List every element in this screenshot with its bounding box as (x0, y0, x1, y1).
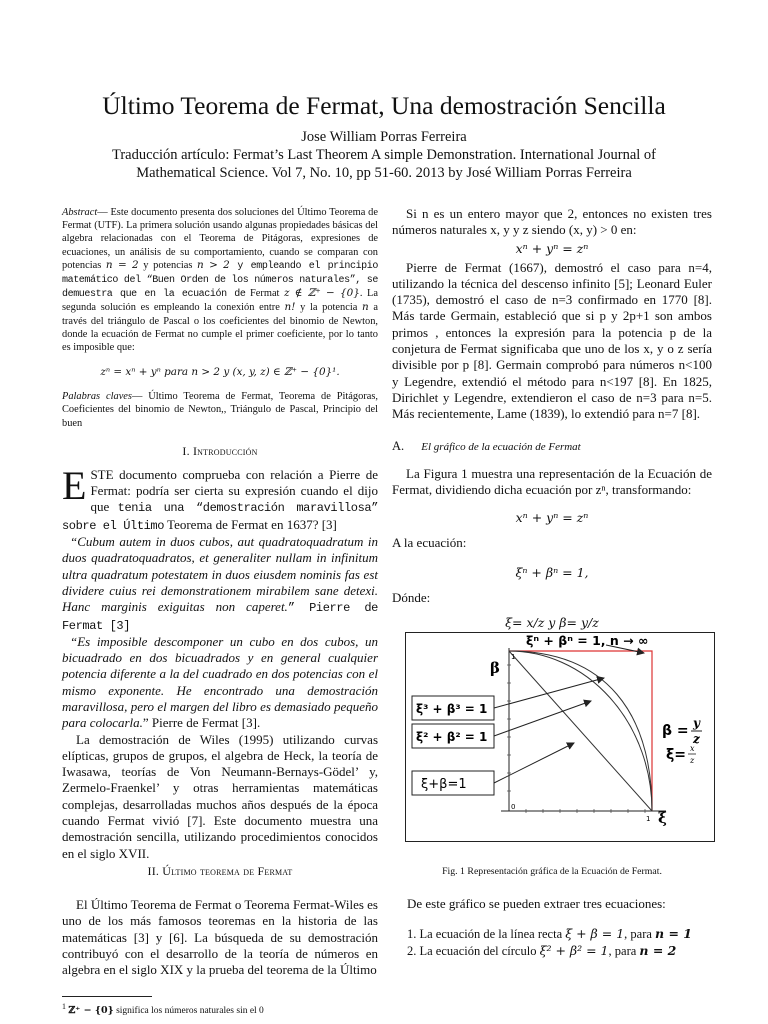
latin-quote-citation: ” Pierre de Fermat [3] (62, 601, 378, 633)
list-item (407, 926, 713, 942)
origin-zero: 0 (511, 803, 516, 811)
spanish-quote (62, 634, 378, 732)
fermat-equation-2: xⁿ + yⁿ = zⁿ (515, 510, 589, 526)
abstract-text-4: . La segunda solución es empleando la conexión entre (62, 288, 378, 314)
spanish-quote-citation: ” Pierre de Fermat [3]. (142, 715, 261, 731)
intro-mono-text: tenia una “demostración maravillosa” sobre el Último (62, 501, 378, 533)
list-number: 1. (407, 927, 417, 942)
section-title: Último teorema de Fermat (162, 863, 293, 878)
keywords-text: Último Teorema de Fermat, Teorema de Pitágoras, Coeficientes del binomio de Newton,, Triángulo de Pascal, Principio del buen (62, 391, 378, 429)
right-paragraph-4: A la ecuación: (392, 535, 467, 551)
abstract-math-2: n > 2 (197, 258, 230, 271)
beta-axis-label: β (490, 659, 500, 677)
abstract (62, 206, 378, 354)
author-name: Jose William Porras Ferreira (301, 129, 467, 145)
abstract-label: Abstract (62, 207, 98, 218)
circle-equation-label: ξ² + β² = 1 (416, 730, 488, 744)
section2-paragraph: El Último Teorema de Fermat o Teorema Fermat-Wiles es uno de los más famosos teoremas en la historia de las matemáticas [3] y [6]. La búsqueda de su demostración contribuyó con el desarrollo de la teoría de números en algebra en el siglo XIX y la prueba del teorema de la Último (62, 896, 378, 978)
list-item (407, 943, 713, 959)
arrow-to-line (494, 743, 574, 783)
list-math: ξ + β = 1 (565, 926, 625, 942)
right-column (392, 206, 712, 630)
subsection-title: El gráfico de la ecuación de Fermat (421, 440, 581, 453)
footnote (62, 1001, 378, 1017)
cubic-equation-label: ξ³ + β³ = 1 (416, 702, 488, 716)
drop-cap: E (62, 462, 87, 508)
xi-definition-numerator: x (690, 744, 695, 753)
beta-axis-one: 1 (511, 653, 516, 661)
latin-quote (62, 534, 378, 634)
abstract-math-3: z ∉ ℤ⁺ − {0} (284, 287, 360, 300)
normalized-equation: ξⁿ + βⁿ = 1, (515, 565, 589, 581)
right-paragraph-2: Pierre de Fermat (1667), demostró el caso para n=4, utilizando la técnica del descenso infinito [5]; Leonard Euler (1735), demostró el caso de n=3 confirmado en 1770 [8]. Más tarde Germain, estableció que si p y 2p+1 son ambos primos , entonces la expresión para la potencia p de la conjetura de Fermat significaba que uno de los x, y o z sería divisible por p [8]. Germain comprobó para números n<100 y Legendre, extendió el método para n<197 [8]. En 1825, Dirichlet y Legendre, extendieron el caso de n=3 para n=5. Más recientemente, Lame (1839), lo extendió para n=7 [8]. (392, 259, 712, 422)
list-text: La ecuación de la línea recta (419, 927, 566, 942)
abstract-dash: — (97, 207, 108, 218)
right-paragraph-1: Si n es un entero mayor que 2, entonces no existen tres números naturales x, y y z siendo (x, y) > 0 en: (392, 206, 712, 238)
footnote-marker: 1 (62, 1002, 66, 1012)
xi-definition-lhs: ξ= (666, 747, 687, 763)
keywords (62, 390, 378, 430)
axis-ticks (507, 665, 645, 813)
spanish-quote-text: “Es imposible descomponer un cubo en dos cubos, un bicuadrado en dos bicuadrados y en general cualquier potencia diferente a la del cuadrado en dos potencias con el mismo exponente. He encontrado una demostración maravillosa, pero el margen del libro es demasiado pequeño para colocarla. (62, 633, 378, 731)
arrow-to-cubic (494, 678, 604, 708)
abstract-mono-text: y empleando el principio matemático del “Buen Orden de los números naturales”, se demuestra que en la ecuación de (62, 260, 378, 301)
footnote-divider (62, 996, 152, 997)
beta-definition-lhs: β = (662, 723, 689, 739)
xi-axis-one: 1 (646, 815, 651, 823)
beta-definition-denominator: z (693, 732, 700, 746)
list-math-2: n = 2 (639, 943, 677, 959)
xi-definition-denominator: z (690, 756, 695, 765)
keywords-dash: — (131, 391, 143, 403)
abstract-equation: zⁿ = xⁿ + yⁿ para n > 2 y (x, y, z) ∈ ℤ⁺ − {0}¹. (100, 366, 340, 379)
abstract-math-5: n (362, 301, 369, 314)
right-paragraph-3: La Figura 1 muestra una representación de la Ecuación de Fermat, dividiendo dicha ecuación por zⁿ, transformando: (392, 465, 712, 497)
intro-paragraph-2: La demostración de Wiles (1995) utilizando curvas elípticas, grupos de grupos, el algebra de Heck, la teoría de Iwasawa, teorías de Von Neumann-Bernays-Gödel’ y, Zermelo-Fraenkel’ y otras herramientas matemáticas complejas, desarrolladas muchos años después de la época cuando Fermat vivió [7]. Este documento muestra una demostración sencilla, utilizando procedimientos conocidos en el siglo XVII. (62, 731, 378, 861)
xi-axis-label: ξ (658, 809, 667, 827)
fermat-equation: xⁿ + yⁿ = zⁿ (515, 240, 589, 256)
abstract-math-4: n! (284, 301, 296, 314)
list-text-2: , para (624, 927, 656, 942)
right-paragraph-5: Dónde: (392, 590, 431, 606)
variable-definitions: ξ= x/z y β= y/z (505, 614, 599, 630)
intro-text-end: Teorema de Fermat en 1637? [3] (164, 516, 337, 532)
right-paragraph-6: De este gráfico se pueden extraer tres ecuaciones: (407, 896, 666, 911)
keywords-label: Palabras claves (62, 391, 132, 403)
line-curve-n1 (509, 651, 652, 811)
top-curve-label: ξⁿ + βⁿ = 1, n → ∞ (526, 633, 649, 648)
footnote-text: significa los números naturales sin el 0 (113, 1006, 264, 1017)
figure-1 (405, 632, 715, 842)
beta-definition-numerator: y (693, 716, 700, 730)
affiliation: Traducción artículo: Fermat’s Last Theorem A simple Demonstration. International Journal of Mathematical Science. Vol 7, No. 10, pp 51-60. 2013 by José William Porras Ferreira (111, 147, 657, 181)
equations-list (407, 926, 713, 959)
figure-caption: Fig. 1 Representación gráfica de la Ecuación de Fermat. (442, 866, 662, 877)
fermat-graph (406, 633, 714, 841)
abstract-text-2: y potencias (138, 259, 198, 271)
list-text-2: , para (608, 944, 640, 959)
subsection-number: A. (392, 438, 405, 453)
intro-text: STE documento comprueba con relación a Pierre de Fermat: podría ser cierta su expresión cuando el dijo que (90, 466, 378, 515)
section-heading-fermat (62, 864, 378, 879)
latin-quote-text: “Cubum autem in duos cubos, aut quadratoquadratum in duos quadratoquadratos, et generaliter nullam in infinitum ultra quadratum potestatem in duos eiusdem nominis fas est dividere cuius rei demonstrationem mirabilem sane detexi. Hanc marginis exiguitas non caperet. (62, 534, 378, 615)
abstract-text-3: Fermat (245, 288, 285, 300)
section-number: II. (147, 863, 160, 878)
abstract-math-1: n = 2 (105, 258, 139, 271)
left-column (62, 206, 378, 1018)
paper-title: Último Teorema de Fermat, Una demostración Sencilla (102, 91, 666, 120)
abstract-text-5: y la potencia (295, 302, 362, 314)
footnote-math: ℤ⁺ − {0} (68, 1005, 114, 1017)
list-number: 2. (407, 944, 417, 959)
subsection-heading (392, 439, 712, 454)
section-number: I. (182, 443, 190, 458)
list-text: La ecuación del círculo (419, 944, 540, 959)
line-equation-label: ξ+β=1 (421, 777, 467, 792)
abstract-text-6: a través del triángulo de Pascal o los coeficientes del binomio de Newton, donde la ecuación de Fermat no cumple el primer coeficiente, por lo tanto es imposible que: (62, 302, 378, 354)
list-math-2: n = 1 (655, 926, 693, 942)
section-title: Introducción (192, 443, 258, 458)
section-heading-intro (62, 444, 378, 459)
intro-paragraph-1 (62, 462, 378, 534)
list-math: ξ² + β² = 1 (539, 943, 609, 959)
abstract-text-1: Este documento presenta dos soluciones del Último Teorema de Fermat (UTF). La primera solución usando algunas propiedades básicas del algebra relacionadas con el Teorema de Pitágoras, expresiones de ecuaciones, un análisis de su comportamiento, cuando se comparan con potencias (62, 207, 378, 271)
right-bottom-block (407, 896, 713, 960)
